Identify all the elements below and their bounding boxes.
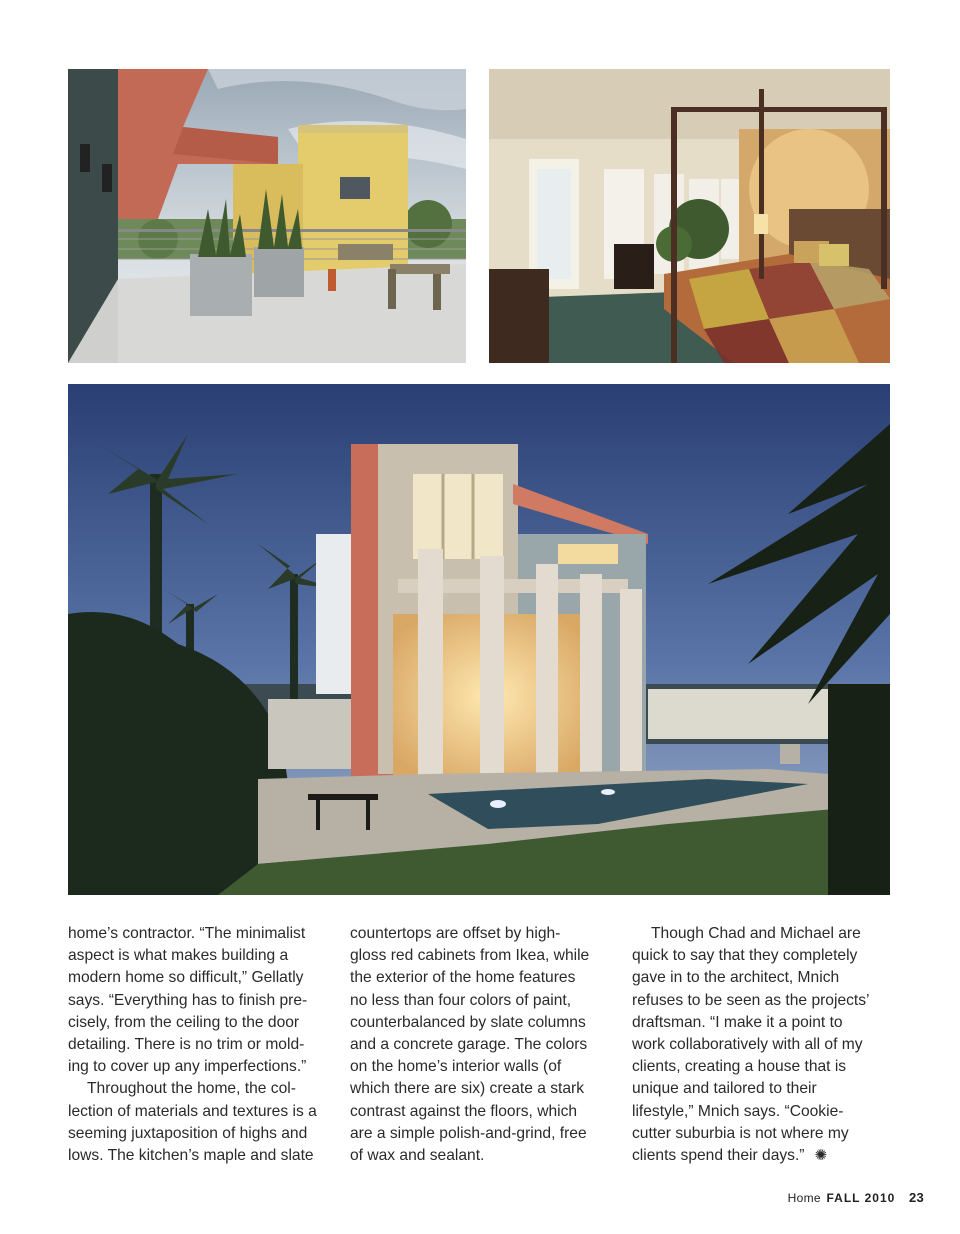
- article-column-1: [68, 923, 330, 1167]
- text-line: Though Chad and Michael are: [651, 925, 861, 942]
- text-line: countertops are offset by high-: [350, 925, 561, 942]
- house-exterior-photo: [68, 384, 890, 895]
- magazine-name: Home: [787, 1191, 821, 1205]
- text-line: cutter suburbia is not where my: [632, 1124, 849, 1142]
- text-line: lifestyle,” Mnich says. “Cookie-: [632, 1102, 844, 1120]
- article-column-2: [350, 923, 612, 1167]
- text-line: modern home so difficult,” Gellatly: [68, 969, 304, 987]
- bedroom-illustration: [489, 69, 890, 363]
- text-line-last: [632, 1145, 894, 1167]
- text-line: home’s contractor. “The minimalist: [68, 925, 306, 942]
- page-folio: [788, 1190, 924, 1205]
- text-line: the exterior of the home features: [350, 969, 576, 987]
- text-line-content: clients spend their days.”: [632, 1147, 805, 1165]
- text-line: gave in to the architect, Mnich: [632, 969, 840, 987]
- text-line: lows. The kitchen’s maple and slate: [68, 1147, 314, 1165]
- text-line: on the home’s interior walls (of: [350, 1058, 562, 1076]
- text-line: seeming juxtaposition of highs and: [68, 1124, 308, 1142]
- text-line: and a concrete garage. The colors: [350, 1036, 588, 1054]
- text-line: counterbalanced by slate columns: [350, 1013, 586, 1031]
- text-line: unique and tailored to their: [632, 1080, 817, 1098]
- text-line: work collaboratively with all of my: [632, 1036, 863, 1054]
- text-line: aspect is what makes building a: [68, 947, 289, 965]
- bedroom-photo: [489, 69, 890, 363]
- text-line: draftsman. “I make it a point to: [632, 1013, 843, 1031]
- text-line: which there are six) create a stark: [350, 1080, 584, 1098]
- text-line: gloss red cabinets from Ikea, while: [350, 947, 590, 965]
- text-line: contrast against the floors, which: [350, 1102, 578, 1120]
- text-line: clients, creating a house that is: [632, 1058, 847, 1076]
- text-line: no less than four colors of paint,: [350, 991, 572, 1009]
- issue-label: FALL 2010: [826, 1191, 896, 1205]
- terrace-illustration: [68, 69, 466, 363]
- page-number: 23: [908, 1190, 924, 1205]
- text-line: of wax and sealant.: [350, 1147, 485, 1165]
- text-line: detailing. There is no trim or mold-: [68, 1036, 305, 1054]
- article-column-3: [632, 923, 894, 1167]
- text-line: quick to say that they completely: [632, 947, 858, 965]
- text-line: refuses to be seen as the projects’: [632, 991, 870, 1009]
- text-line: are a simple polish-and-grind, free: [350, 1124, 587, 1142]
- text-line: cisely, from the ceiling to the door: [68, 1013, 300, 1031]
- end-mark-icon: ✺: [814, 1147, 828, 1165]
- text-line: Throughout the home, the col-: [87, 1080, 296, 1098]
- exterior-illustration: [68, 384, 890, 895]
- text-line: says. “Everything has to finish pre-: [68, 991, 308, 1009]
- text-line: ing to cover up any imperfections.”: [68, 1058, 307, 1076]
- text-line: lection of materials and textures is a: [68, 1102, 317, 1120]
- terrace-photo: [68, 69, 466, 363]
